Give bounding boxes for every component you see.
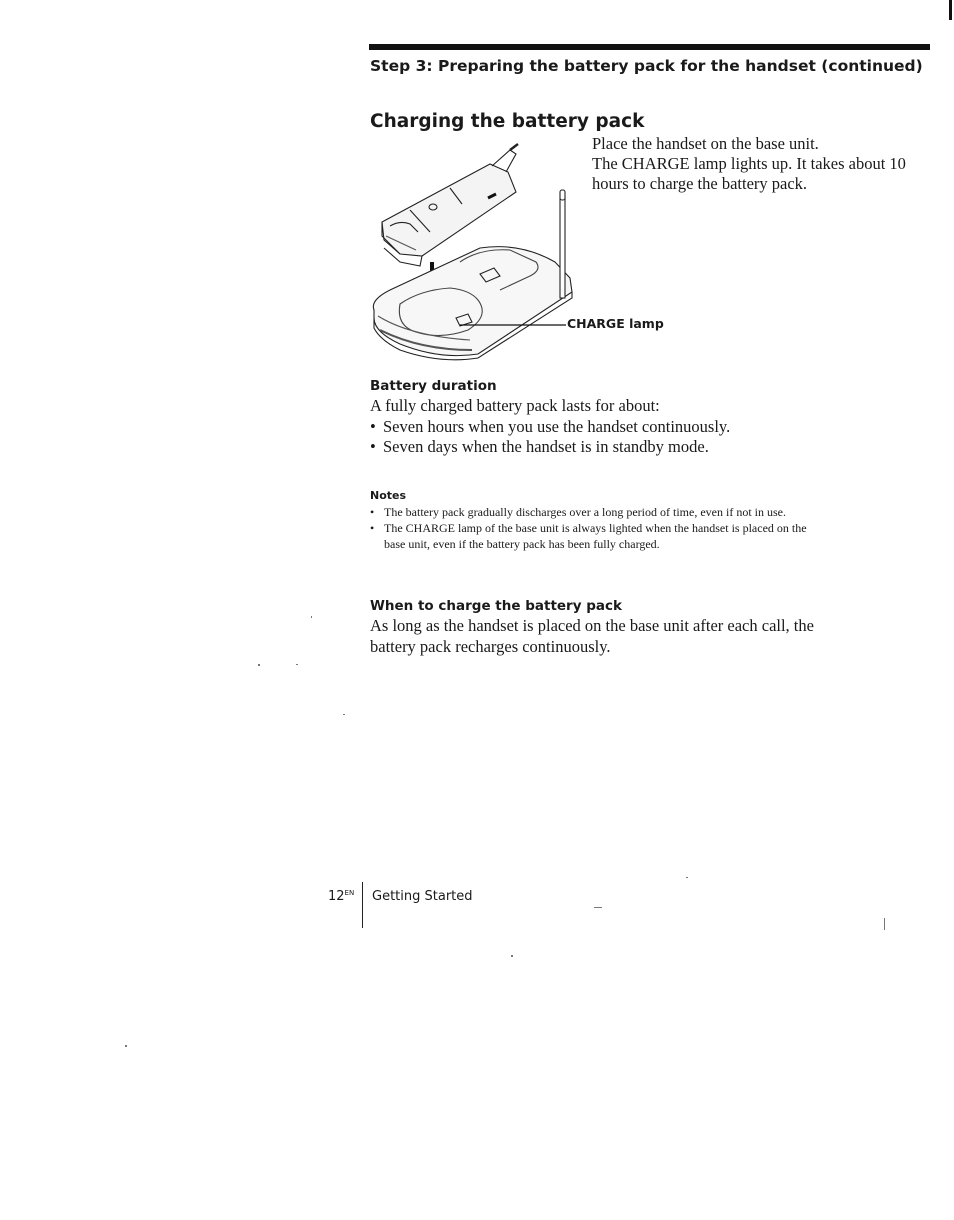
scan-speck	[594, 907, 602, 908]
charge-lamp-callout: CHARGE lamp	[567, 316, 664, 331]
scan-speck	[311, 616, 312, 618]
list-item: • The battery pack gradually discharges over a long period of time, even if not in use.	[370, 504, 810, 520]
notes-heading: Notes	[370, 489, 407, 502]
when-to-charge-heading: When to charge the battery pack	[370, 598, 622, 614]
section-title: Charging the battery pack	[370, 111, 645, 132]
page-number	[328, 889, 354, 904]
base-unit-drawing	[373, 247, 572, 360]
scan-speck	[343, 714, 345, 715]
page-edge-mark	[949, 0, 952, 20]
scan-speck	[296, 664, 298, 665]
step-title: Step 3: Preparing the battery pack for the handset (continued)	[370, 57, 923, 75]
scan-speck	[884, 918, 885, 930]
header-rule	[369, 44, 930, 50]
when-to-charge-body: As long as the handset is placed on the base unit after each call, the battery pack recharges continuously.	[370, 616, 814, 656]
list-item: • The CHARGE lamp of the base unit is always lighted when the handset is placed on the base unit, even if the battery pack has been fully charged.	[370, 520, 810, 552]
footer-section-name: Getting Started	[372, 889, 473, 904]
page-number-suffix: EN	[344, 889, 355, 897]
antenna-drawing	[560, 190, 565, 298]
battery-duration-body	[370, 396, 840, 458]
intro-line-2: The CHARGE lamp lights up. It takes about 10 hours to charge the battery pack.	[592, 154, 906, 193]
footer-divider	[362, 882, 363, 928]
list-item: • Seven hours when you use the handset continuously.	[370, 417, 840, 438]
intro-text	[592, 134, 922, 194]
list-item: • Seven days when the handset is in standby mode.	[370, 437, 840, 458]
notes-list	[370, 504, 810, 552]
battery-duration-heading: Battery duration	[370, 378, 497, 394]
scan-speck	[125, 1045, 127, 1047]
scan-speck	[258, 664, 260, 666]
page-number-value: 12	[328, 889, 345, 904]
handset-base-illustration	[360, 140, 590, 370]
scan-speck	[686, 877, 688, 878]
scan-speck	[511, 955, 513, 957]
battery-duration-lead: A fully charged battery pack lasts for about:	[370, 396, 660, 415]
battery-duration-list	[370, 417, 840, 458]
intro-line-1: Place the handset on the base unit.	[592, 134, 819, 153]
